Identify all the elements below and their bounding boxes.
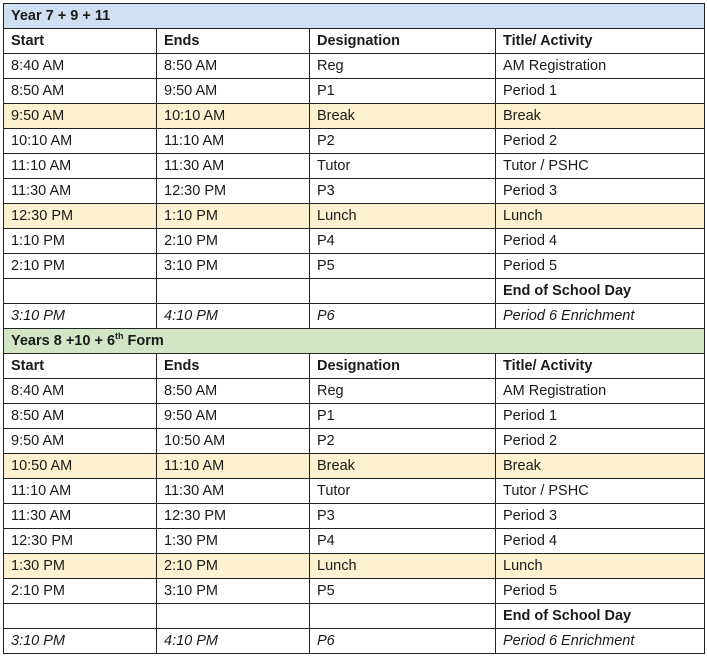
title-cell: AM Registration <box>496 54 705 79</box>
table-row <box>4 254 705 279</box>
table-row-break <box>4 454 705 479</box>
ends-cell: 4:10 PM <box>157 629 310 654</box>
ends-cell: 10:50 AM <box>157 429 310 454</box>
ends-cell: 8:50 AM <box>157 379 310 404</box>
title-cell: Tutor / PSHC <box>496 479 705 504</box>
ends-cell: 1:10 PM <box>157 204 310 229</box>
column-header-start: Start <box>4 354 157 379</box>
start-cell: 12:30 PM <box>4 204 157 229</box>
designation-cell: Tutor <box>310 479 496 504</box>
start-cell: 9:50 AM <box>4 104 157 129</box>
start-cell: 3:10 PM <box>4 629 157 654</box>
title-cell: Period 6 Enrichment <box>496 304 705 329</box>
title-cell: Period 5 <box>496 254 705 279</box>
column-header-designation: Designation <box>310 29 496 54</box>
designation-cell: P4 <box>310 229 496 254</box>
table-row <box>4 404 705 429</box>
designation-cell: P1 <box>310 79 496 104</box>
designation-cell: Lunch <box>310 204 496 229</box>
enrichment-row <box>4 304 705 329</box>
designation-cell: P2 <box>310 129 496 154</box>
table-row <box>4 154 705 179</box>
designation-cell: Lunch <box>310 554 496 579</box>
designation-cell: Reg <box>310 379 496 404</box>
designation-cell: P5 <box>310 254 496 279</box>
start-cell: 8:40 AM <box>4 54 157 79</box>
table-row <box>4 429 705 454</box>
ends-cell: 8:50 AM <box>157 54 310 79</box>
title-cell: AM Registration <box>496 379 705 404</box>
group-header-years-8-10-6th-form <box>4 329 705 354</box>
ends-cell: 3:10 PM <box>157 579 310 604</box>
table-row <box>4 179 705 204</box>
title-cell: Period 4 <box>496 229 705 254</box>
ends-cell: 1:30 PM <box>157 529 310 554</box>
start-cell: 9:50 AM <box>4 429 157 454</box>
ends-cell: 3:10 PM <box>157 254 310 279</box>
designation-cell: P6 <box>310 629 496 654</box>
designation-cell: P4 <box>310 529 496 554</box>
title-cell: Period 3 <box>496 504 705 529</box>
table-row-lunch <box>4 554 705 579</box>
column-header-ends: Ends <box>157 354 310 379</box>
timetable <box>3 3 705 654</box>
column-header-start: Start <box>4 29 157 54</box>
empty-cell <box>157 279 310 304</box>
ends-cell: 12:30 PM <box>157 504 310 529</box>
start-cell: 3:10 PM <box>4 304 157 329</box>
start-cell: 2:10 PM <box>4 579 157 604</box>
group-title-prefix: Years 8 +10 + 6 <box>11 333 116 349</box>
designation-cell: P3 <box>310 179 496 204</box>
start-cell: 1:10 PM <box>4 229 157 254</box>
column-header-row <box>4 354 705 379</box>
start-cell: 11:10 AM <box>4 154 157 179</box>
ends-cell: 12:30 PM <box>157 179 310 204</box>
table-row <box>4 79 705 104</box>
start-cell: 2:10 PM <box>4 254 157 279</box>
title-cell: Period 2 <box>496 129 705 154</box>
start-cell: 11:30 AM <box>4 179 157 204</box>
table-row-lunch <box>4 204 705 229</box>
designation-cell: P5 <box>310 579 496 604</box>
end-of-day-row <box>4 279 705 304</box>
title-cell: Period 2 <box>496 429 705 454</box>
ends-cell: 2:10 PM <box>157 554 310 579</box>
ends-cell: 2:10 PM <box>157 229 310 254</box>
title-cell: Period 1 <box>496 79 705 104</box>
table-row <box>4 129 705 154</box>
group-header-year-7-9-11 <box>4 4 705 29</box>
ends-cell: 10:10 AM <box>157 104 310 129</box>
column-header-title: Title/ Activity <box>496 354 705 379</box>
end-of-day-label: End of School Day <box>496 604 705 629</box>
table-row <box>4 529 705 554</box>
group-title <box>4 329 705 354</box>
empty-cell <box>310 279 496 304</box>
table-row <box>4 379 705 404</box>
designation-cell: Break <box>310 454 496 479</box>
title-cell: Period 5 <box>496 579 705 604</box>
ends-cell: 11:30 AM <box>157 154 310 179</box>
table-row <box>4 504 705 529</box>
title-cell: Period 1 <box>496 404 705 429</box>
enrichment-row <box>4 629 705 654</box>
group-title-sup: th <box>115 331 124 342</box>
empty-cell <box>310 604 496 629</box>
column-header-designation: Designation <box>310 354 496 379</box>
designation-cell: P3 <box>310 504 496 529</box>
title-cell: Period 6 Enrichment <box>496 629 705 654</box>
ends-cell: 11:10 AM <box>157 454 310 479</box>
empty-cell <box>157 604 310 629</box>
table-row <box>4 579 705 604</box>
start-cell: 11:30 AM <box>4 504 157 529</box>
title-cell: Period 4 <box>496 529 705 554</box>
ends-cell: 9:50 AM <box>157 79 310 104</box>
column-header-ends: Ends <box>157 29 310 54</box>
designation-cell: Break <box>310 104 496 129</box>
ends-cell: 11:30 AM <box>157 479 310 504</box>
title-cell: Tutor / PSHC <box>496 154 705 179</box>
title-cell: Lunch <box>496 554 705 579</box>
group-title-suffix: Form <box>123 333 164 349</box>
table-row-break <box>4 104 705 129</box>
column-header-row <box>4 29 705 54</box>
ends-cell: 11:10 AM <box>157 129 310 154</box>
ends-cell: 4:10 PM <box>157 304 310 329</box>
start-cell: 1:30 PM <box>4 554 157 579</box>
designation-cell: P2 <box>310 429 496 454</box>
start-cell: 10:10 AM <box>4 129 157 154</box>
empty-cell <box>4 279 157 304</box>
start-cell: 8:40 AM <box>4 379 157 404</box>
title-cell: Period 3 <box>496 179 705 204</box>
title-cell: Break <box>496 104 705 129</box>
start-cell: 11:10 AM <box>4 479 157 504</box>
designation-cell: P6 <box>310 304 496 329</box>
designation-cell: P1 <box>310 404 496 429</box>
column-header-title: Title/ Activity <box>496 29 705 54</box>
title-cell: Break <box>496 454 705 479</box>
start-cell: 12:30 PM <box>4 529 157 554</box>
designation-cell: Reg <box>310 54 496 79</box>
designation-cell: Tutor <box>310 154 496 179</box>
end-of-day-label: End of School Day <box>496 279 705 304</box>
start-cell: 8:50 AM <box>4 404 157 429</box>
table-row <box>4 479 705 504</box>
table-row <box>4 229 705 254</box>
table-row <box>4 54 705 79</box>
empty-cell <box>4 604 157 629</box>
title-cell: Lunch <box>496 204 705 229</box>
start-cell: 10:50 AM <box>4 454 157 479</box>
group-title: Year 7 + 9 + 11 <box>4 4 705 29</box>
ends-cell: 9:50 AM <box>157 404 310 429</box>
end-of-day-row <box>4 604 705 629</box>
start-cell: 8:50 AM <box>4 79 157 104</box>
